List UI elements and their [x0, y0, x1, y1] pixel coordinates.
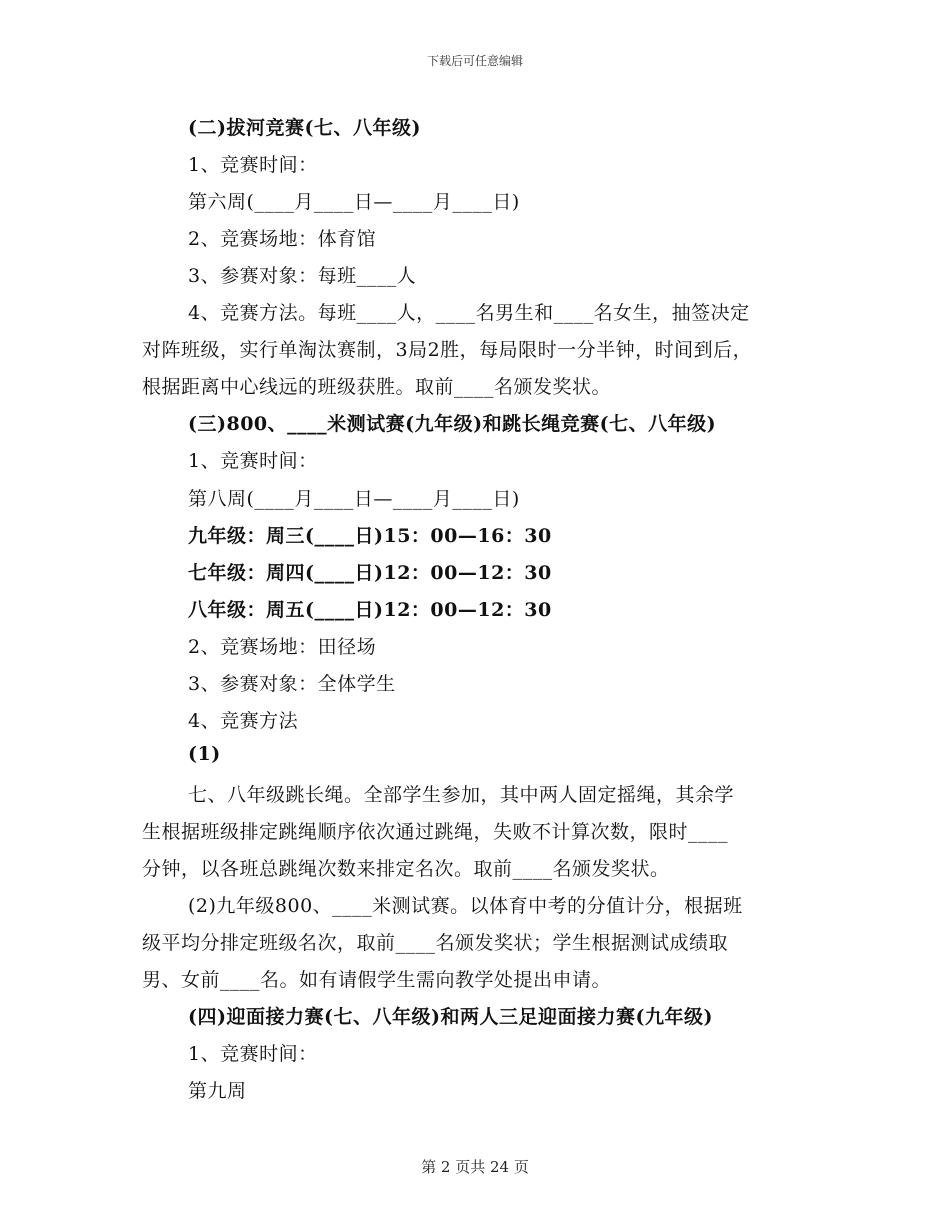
document-line: 第六周(____月____日—____月____日) — [188, 191, 520, 213]
document-line: 4、竞赛方法。每班____人，____名男生和____名女生，抽签决定 — [188, 302, 750, 324]
document-line: 七、八年级跳长绳。全部学生参加，其中两人固定摇绳，其余学 — [188, 784, 735, 806]
document-line: 根据距离中心线远的班级获胜。取前____名颁发奖状。 — [142, 376, 612, 398]
document-line: (2)九年级800、____米测试赛。以体育中考的分值计分，根据班 — [188, 895, 743, 917]
document-line: 八年级：周五(____日)12：00—12：30 — [188, 599, 552, 621]
document-line: 1、竞赛时间： — [188, 1043, 318, 1065]
document-line: 第八周(____月____日—____月____日) — [188, 488, 520, 510]
page-header: 下载后可任意编辑 — [426, 54, 523, 68]
document-line: (四)迎面接力赛(七、八年级)和两人三足迎面接力赛(九年级) — [188, 1006, 713, 1028]
document-line: 1、竞赛时间： — [188, 154, 318, 176]
page-footer: 第 2 页共 24 页 — [421, 1158, 529, 1176]
document-line: 生根据班级排定跳绳顺序依次通过跳绳，失败不计算次数，限时____ — [142, 821, 729, 843]
document-line: 级平均分排定班级名次，取前____名颁发奖状；学生根据测试成绩取 — [142, 932, 729, 954]
document-line: 分钟，以各班总跳绳次数来排定名次。取前____名颁发奖状。 — [142, 858, 670, 880]
document-line: 4、竞赛方法 — [188, 710, 299, 732]
document-line: 1、竞赛时间： — [188, 450, 318, 472]
document-line: (三)800、____米测试赛(九年级)和跳长绳竞赛(七、八年级) — [188, 413, 717, 435]
document-line: 七年级：周四(____日)12：00—12：30 — [188, 562, 552, 584]
document-line: 男、女前____名。如有请假学生需向教学处提出申请。 — [142, 969, 612, 991]
document-line: (1) — [188, 743, 221, 765]
document-line: 对阵班级，实行单淘汰赛制，3局2胜，每局限时一分半钟，时间到后， — [142, 339, 753, 361]
document-line: 2、竞赛场地：体育馆 — [188, 228, 377, 250]
document-line: 九年级：周三(____日)15：00—16：30 — [188, 525, 552, 547]
document-line: 第九周 — [188, 1080, 247, 1102]
document-line: (二)拔河竞赛(七、八年级) — [188, 117, 421, 139]
document-line: 2、竞赛场地：田径场 — [188, 636, 377, 658]
document-line: 3、参赛对象：全体学生 — [188, 673, 396, 695]
document-line: 3、参赛对象：每班____人 — [188, 265, 417, 287]
